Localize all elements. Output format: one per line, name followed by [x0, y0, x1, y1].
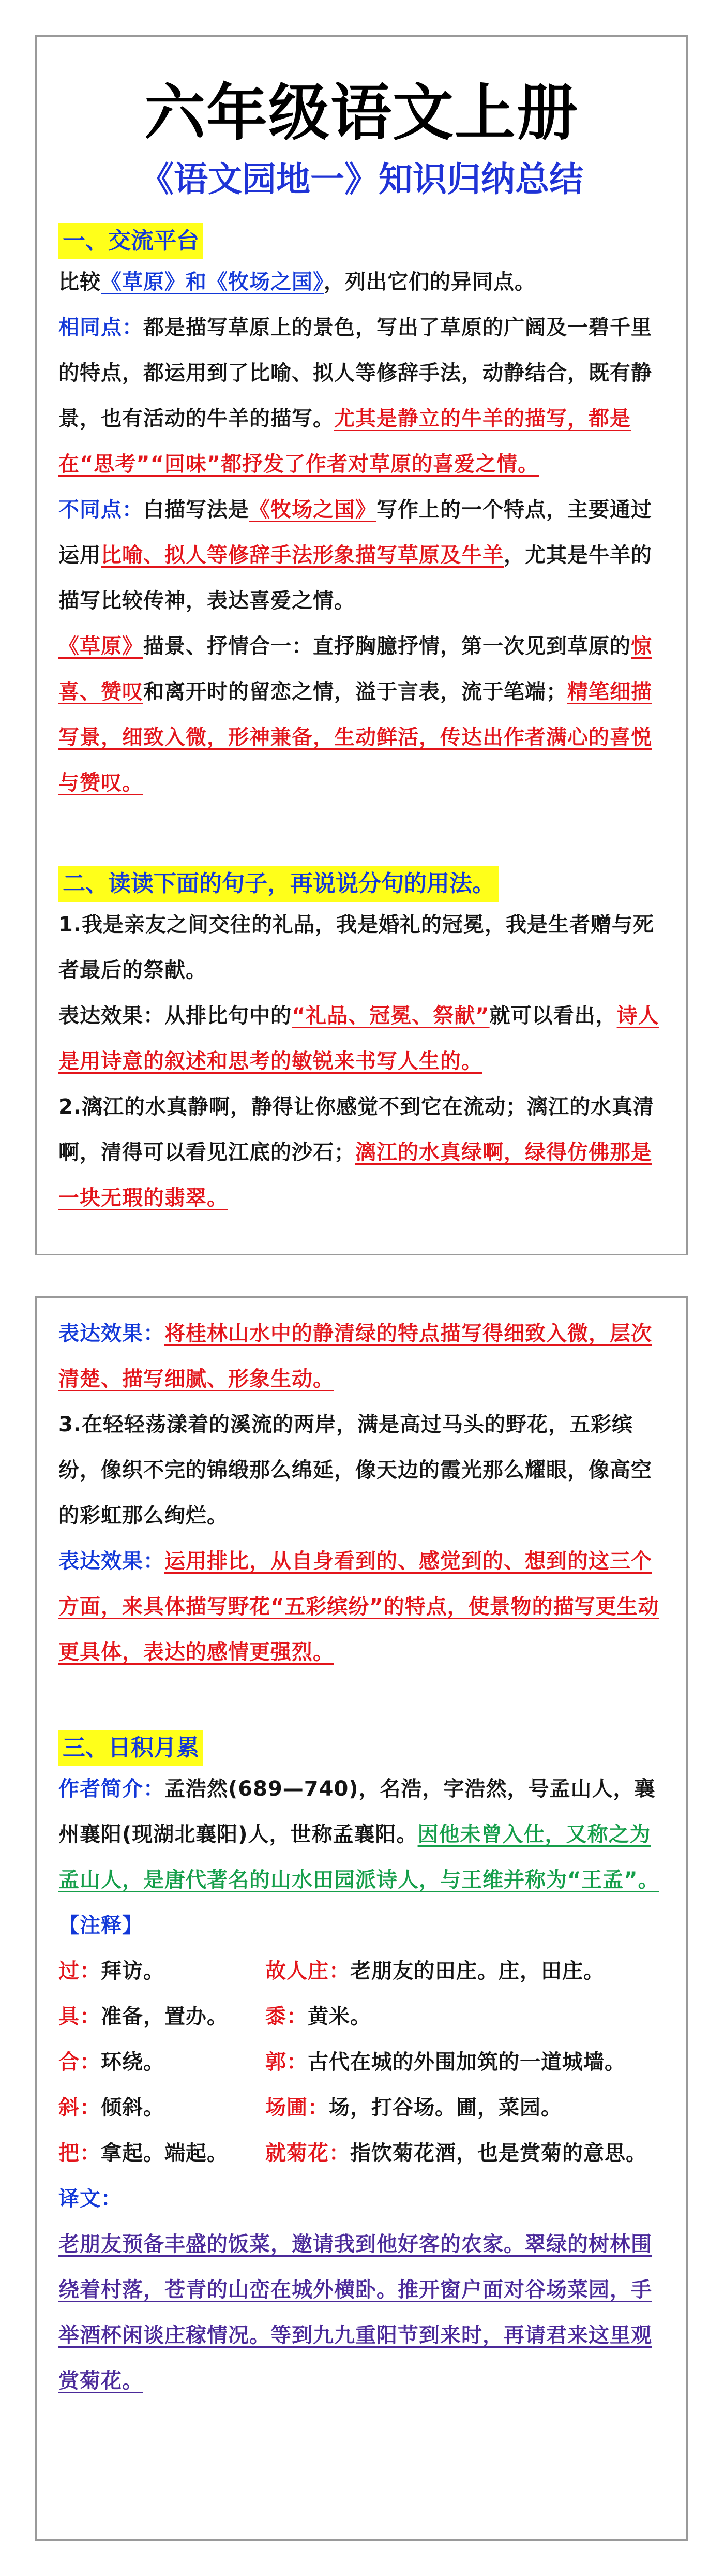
author-intro	[58, 1766, 665, 1903]
notes-list	[58, 1948, 665, 2176]
intro-post: ，列出它们的异同点。	[324, 270, 536, 294]
sentence-1-effect	[58, 993, 665, 1084]
section-sentences-cont	[58, 1311, 665, 1675]
sentence-1-highlight: 诗人是用诗意的叙述和思考的敏锐来书写人生的。	[58, 1004, 659, 1073]
section-sentences	[58, 866, 665, 1221]
note-term: 黍：	[265, 2005, 308, 2029]
author-text: 孟浩然(689—740)，名浩，字浩然，号孟山人，襄州襄阳(现湖北襄阳)人，世称孟襄阳。	[58, 1777, 656, 1846]
note-cell	[58, 2085, 265, 2130]
note-cell	[265, 1994, 665, 2039]
note-row	[58, 1948, 665, 1994]
sentence-2-effect	[58, 1311, 665, 1402]
note-cell	[265, 1948, 665, 1994]
caoyuan-highlight-1: 惊喜、赞叹	[58, 634, 652, 704]
similarities-paragraph	[58, 305, 665, 487]
section-accumulate	[58, 1730, 665, 2404]
note-row	[58, 2130, 665, 2176]
note-cell	[265, 2039, 665, 2085]
caoyuan-text-b: 和离开时的留恋之情，溢于言表，流于笔端；	[143, 680, 567, 704]
note-def: 指饮菊花酒，也是赏菊的意思。	[350, 2141, 647, 2165]
sentence-1-quote: “礼品、冠冕、祭献”	[292, 1004, 490, 1028]
sentence-3-effect	[58, 1538, 665, 1675]
note-term: 具：	[58, 2005, 101, 2029]
caoyuan-paragraph	[58, 624, 665, 806]
notes-label: 【注释】	[58, 1914, 143, 1937]
note-term: 郭：	[265, 2050, 308, 2074]
similarities-highlight: 尤其是静立的牛羊的描写，都是在“思考”“回味”都抒发了作者对草原的喜爱之情。	[58, 407, 631, 476]
sentence-1-effect-b: 就可以看出，	[489, 1004, 617, 1028]
sentence-1-effect-label: 表达效果：	[58, 1004, 164, 1028]
note-def: 环绕。	[101, 2050, 164, 2074]
sentence-3-effect-label: 表达效果：	[58, 1549, 164, 1573]
differences-book: 《牧场之国》	[249, 498, 376, 522]
note-term: 斜：	[58, 2096, 101, 2120]
card-top	[35, 35, 688, 1255]
sentence-2-highlight: 漓江的水真绿啊，绿得仿佛那是一块无瑕的翡翠。	[58, 1141, 652, 1210]
note-term: 故人庄：	[265, 1959, 350, 1983]
sentence-1-effect-a: 从排比句中的	[164, 1004, 292, 1028]
sentence-3-effect-highlight: 运用排比，从自身看到的、感觉到的、想到的这三个方面，来具体描写野花“五彩缤纷”的特点，使景物的描写更生动更具体，表达的感情更强烈。	[58, 1549, 659, 1664]
author-highlight: 因他未曾入仕，又称之为孟山人，是唐代著名的山水田园派诗人，与王维并称为“王孟”。	[58, 1823, 659, 1892]
note-term: 合：	[58, 2050, 101, 2074]
note-cell	[58, 2130, 265, 2176]
note-def: 老朋友的田庄。庄，田庄。	[350, 1959, 605, 1983]
sentence-2-effect-label: 表达效果：	[58, 1322, 164, 1345]
note-cell	[58, 1994, 265, 2039]
note-def: 拿起。端起。	[101, 2141, 228, 2165]
note-def: 黄米。	[308, 2005, 371, 2029]
note-row	[58, 1994, 665, 2039]
note-def: 古代在城的外围加筑的一道城墙。	[308, 2050, 626, 2074]
note-row	[58, 2085, 665, 2130]
translation-text: 老朋友预备丰盛的饭菜，邀请我到他好客的农家。翠绿的树林围绕着村落，苍青的山峦在城外横卧。推开窗户面对谷场菜园，手举酒杯闲谈庄稼情况。等到九九重阳节到来时，再请君来这里观赏菊花。	[58, 2232, 652, 2393]
intro-pre: 比较	[58, 270, 101, 294]
note-cell	[265, 2130, 665, 2176]
sentence-1: 1.我是亲友之间交往的礼品，我是婚礼的冠冕，我是生者赠与死者最后的祭献。	[58, 913, 655, 982]
intro-books: 《草原》和《牧场之国》	[101, 270, 324, 294]
sentence-2	[58, 1084, 665, 1221]
differences-label: 不同点：	[58, 498, 143, 522]
note-def: 场，打谷场。圃，菜园。	[329, 2096, 562, 2120]
caoyuan-text-a: 描景、抒情合一：直抒胸臆抒情，第一次见到草原的	[143, 634, 631, 658]
differences-text-a: 白描写法是	[143, 498, 249, 522]
note-term: 就菊花：	[265, 2141, 350, 2165]
similarities-label: 相同点：	[58, 316, 143, 339]
page-title: 六年级语文上册	[144, 77, 579, 149]
translation-label: 译文：	[58, 2187, 122, 2211]
note-def: 拜访。	[101, 1959, 164, 1983]
note-cell	[58, 1948, 265, 1994]
differences-paragraph	[58, 487, 665, 624]
note-row	[58, 2039, 665, 2085]
differences-text-b: 写作上的一个特点，主要通过运用	[58, 498, 652, 567]
sentence-3: 3.在轻轻荡漾着的溪流的两岸，满是高过马头的野花，五彩缤纷，像织不完的锦缎那么绵延，像天边的霞光那么耀眼，像高空的彩虹那么绚烂。	[58, 1413, 652, 1528]
sentence-2-effect-highlight: 将桂林山水中的静清绿的特点描写得细致入微，层次清楚、描写细腻、形象生动。	[58, 1322, 652, 1391]
similarities-text: 都是描写草原上的景色，写出了草原的广阔及一碧千里的特点，都运用到了比喻、拟人等修辞手法，动静结合，既有静景，也有活动的牛羊的描写。	[58, 316, 652, 431]
caoyuan-highlight-2: 精笔细描写景，细致入微，形神兼备，生动鲜活，传达出作者满心的喜悦与赞叹。	[58, 680, 652, 795]
section-exchange	[58, 223, 665, 806]
note-term: 过：	[58, 1959, 101, 1983]
differences-highlight: 比喻、拟人等修辞手法形象描写草原及牛羊	[101, 543, 504, 567]
caoyuan-book: 《草原》	[58, 634, 143, 658]
author-label: 作者简介：	[58, 1777, 164, 1801]
note-term: 把：	[58, 2141, 101, 2165]
note-cell	[265, 2085, 665, 2130]
page-subtitle: 《语文园地一》知识归纳总结	[140, 159, 583, 199]
sentence-2-text: 2.漓江的水真静啊，静得让你感觉不到它在流动；漓江的水真清啊，清得可以看见江底的沙石；	[58, 1095, 655, 1164]
card-bottom	[35, 1296, 688, 2541]
note-term: 场圃：	[265, 2096, 329, 2120]
section-heading-exchange: 一、交流平台	[58, 223, 203, 259]
note-cell	[58, 2039, 265, 2085]
note-def: 倾斜。	[101, 2096, 164, 2120]
section-heading-sentences: 二、读读下面的句子，再说说分句的用法。	[58, 866, 499, 902]
differences-text-c: ，尤其是牛羊的描写比较传神，表达喜爱之情。	[58, 543, 652, 613]
intro-paragraph	[58, 259, 665, 305]
section-heading-accumulate: 三、日积月累	[58, 1730, 203, 1766]
note-def: 准备，置办。	[101, 2005, 228, 2029]
